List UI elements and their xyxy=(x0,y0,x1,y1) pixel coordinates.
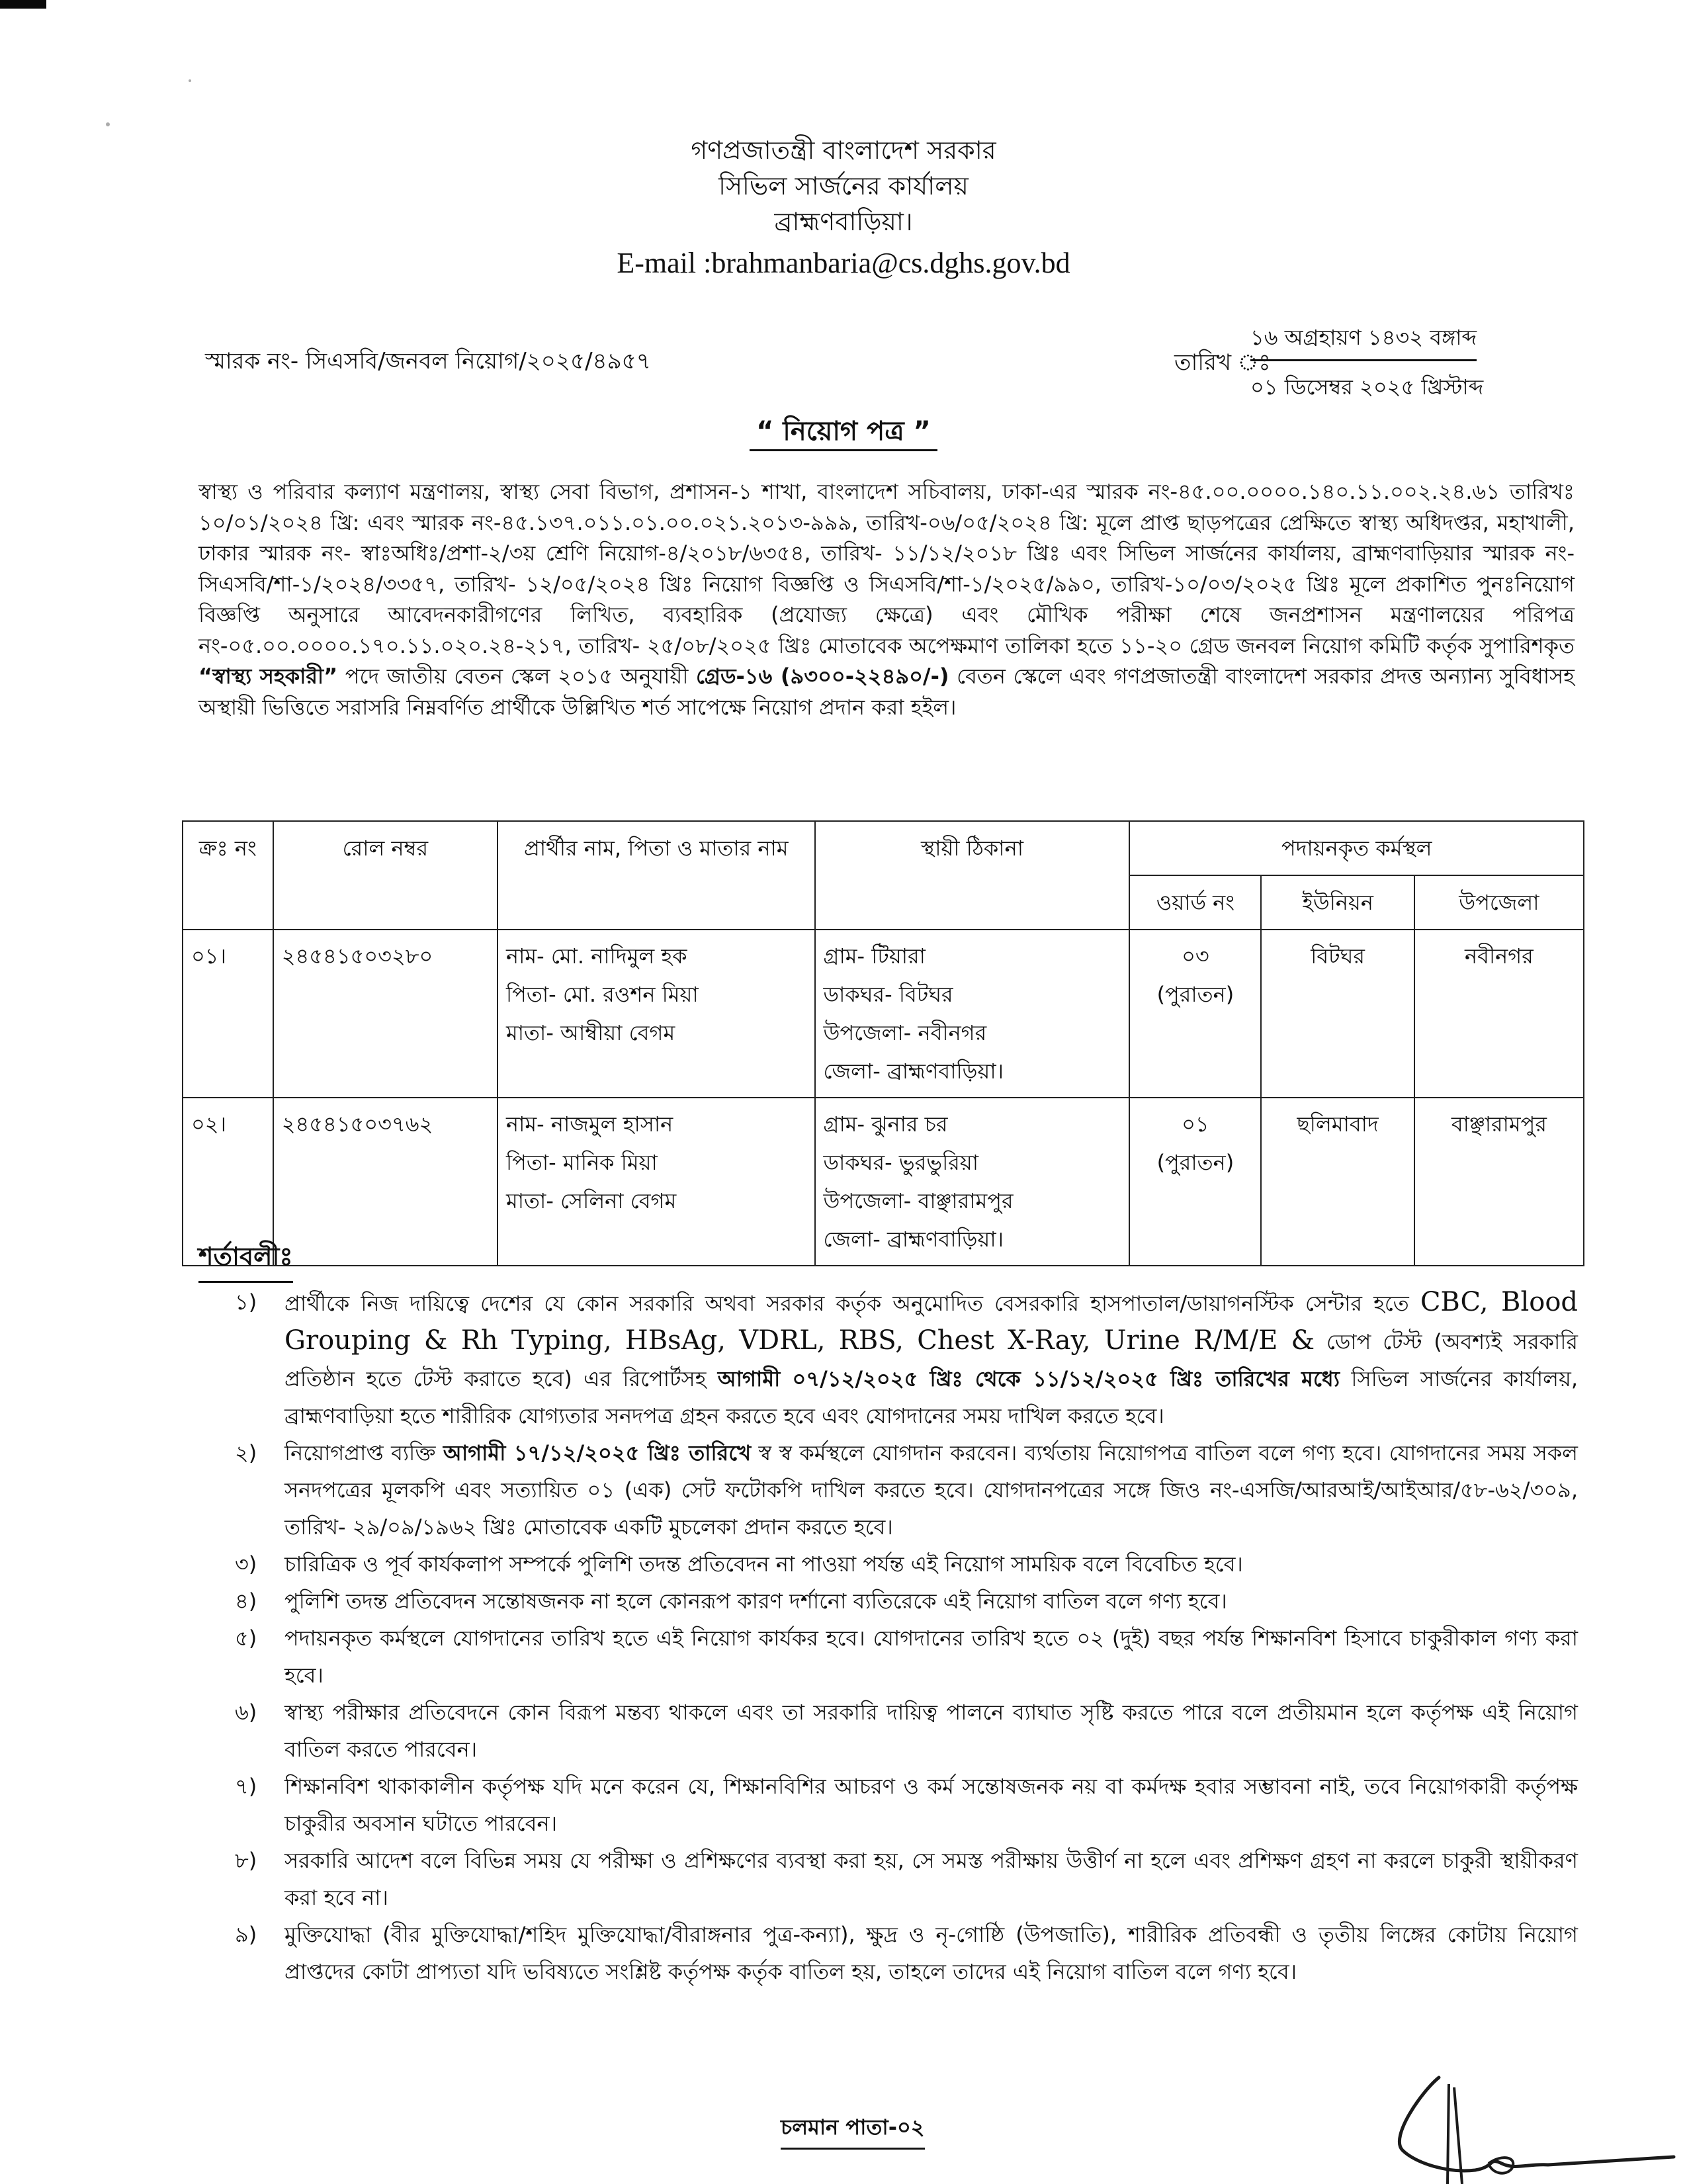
memo-number: স্মারক নং- সিএসবি/জনবল নিয়োগ/২০২৫/৪৯৫৭ xyxy=(205,348,651,374)
father-name: পিতা- মানিক মিয়া xyxy=(505,1150,658,1175)
cell-upazila: বাঞ্ছারামপুর xyxy=(1414,1098,1584,1266)
medical-deadline: আগামী ০৭/১২/২০২৫ খ্রিঃ থেকে ১১/১২/২০২৫ খ্রিঃ তারিখের মধ্যে xyxy=(717,1366,1340,1391)
scan-speck xyxy=(189,79,191,82)
address-upazila: উপজেলা- নবীনগর xyxy=(823,1020,987,1045)
condition-text: সরকারি আদেশ বলে বিভিন্ন সময় যে পরীক্ষা ও প্রশিক্ষণের ব্যবস্থা করা হয়, সে সমস্ত পরীক্ষায় উত্তীর্ণ না হলে এবং প্রশিক্ষণ গ্রহণ না করলে চাকুরী স্থায়ীকরণ করা হবে না। xyxy=(284,1848,1578,1910)
header-union: ইউনিয়ন xyxy=(1261,875,1414,930)
condition-item xyxy=(235,1434,1578,1546)
conditions-title: শর্তাবলীঃ xyxy=(198,1237,293,1283)
condition-text-part: স্ব স্ব কর্মস্থলে যোগদান করবেন। ব্যর্থতায় নিয়োগপত্র বাতিল বলে গণ্য হবে। যোগদানের সময় সকল সনদপত্রের মূলকপি এবং সত্যায়িত ০১ (এক) সেট ফটোকপি দাখিল করতে হবে। যোগদানপত্রের সঙ্গে জিও নং-এসজি/আরআই/আইআর/৫৮-৬২/৩০৯, তারিখ- ২৯/০৯/১৯৬২ খ্রিঃ মোতাবেক একটি মুচলেকা প্রদান করতে হবে। xyxy=(284,1440,1578,1540)
body-paragraph xyxy=(198,476,1575,722)
cell-address xyxy=(815,930,1130,1098)
date-gregorian: ০১ ডিসেম্বর ২০২৫ খ্রিস্টাব্দ xyxy=(1250,374,1484,400)
cell-union: ছলিমাবাদ xyxy=(1261,1098,1414,1266)
father-name: পিতা- মো. রওশন মিয়া xyxy=(505,982,699,1007)
office-location: ব্রাহ্মণবাড়িয়া। xyxy=(774,207,913,236)
address-post-office: ডাকঘর- বিটঘর xyxy=(823,982,953,1007)
address-district: জেলা- ব্রাহ্মণবাড়িয়া। xyxy=(823,1059,1004,1084)
header-serial: ক্রঃ নং xyxy=(183,821,273,930)
ward-number: ০৩ xyxy=(1182,943,1209,969)
table-row xyxy=(183,1098,1584,1266)
header-address: স্থায়ী ঠিকানা xyxy=(815,821,1130,930)
scan-corner-mark xyxy=(0,0,46,9)
ward-note: (পুরাতন) xyxy=(1156,1150,1234,1175)
cell-ward xyxy=(1129,930,1261,1098)
condition-text: শিক্ষানবিশ থাকাকালীন কর্তৃপক্ষ যদি মনে করেন যে, শিক্ষানবিশির আচরণ ও কর্ম সন্তোষজনক নয় বা কর্মদক্ষ হবার সম্ভাবনা নাই, তবে নিয়োগকারী কর্তৃপক্ষ চাকুরীর অবসান ঘটাতে পারবেন। xyxy=(284,1774,1578,1836)
joining-date: আগামী ১৭/১২/২০২৫ খ্রিঃ তারিখে xyxy=(443,1440,752,1465)
cell-ward xyxy=(1129,1098,1261,1266)
cell-serial: ০২। xyxy=(183,1098,273,1266)
cell-roll: ২৪৫৪১৫০৩৭৬২ xyxy=(273,1098,497,1266)
condition-number: ১) xyxy=(235,1289,257,1315)
address-post-office: ডাকঘর- ভুরভুরিয়া xyxy=(823,1150,979,1175)
cell-union: বিটঘর xyxy=(1261,930,1414,1098)
govt-name: গণপ্রজাতন্ত্রী বাংলাদেশ সরকার xyxy=(691,136,996,165)
cell-address xyxy=(815,1098,1130,1266)
letterhead xyxy=(0,132,1687,280)
document-title-text: “ নিয়োগ পত্র ” xyxy=(750,416,937,451)
cell-serial: ০১। xyxy=(183,930,273,1098)
date-bangla: ১৬ অগ্রহায়ণ ১৪৩২ বঙ্গাব্দ xyxy=(1250,321,1477,361)
ward-number: ০১ xyxy=(1182,1112,1209,1137)
document-title xyxy=(0,410,1687,455)
address-village: গ্রাম- ঝুনার চর xyxy=(823,1112,948,1137)
continued-page-note: চলমান পাতা-০২ xyxy=(781,2111,925,2150)
mother-name: মাতা- আম্বীয়া বেগম xyxy=(505,1020,675,1045)
header-name: প্রার্থীর নাম, পিতা ও মাতার নাম xyxy=(497,821,815,930)
post-name: “স্বাস্থ্য সহকারী” xyxy=(198,664,338,689)
condition-text: চারিত্রিক ও পূর্ব কার্যকলাপ সম্পর্কে পুলিশি তদন্ত প্রতিবেদন না পাওয়া পর্যন্ত এই নিয়োগ সাময়িক বলে বিবেচিত হবে। xyxy=(284,1551,1243,1577)
date-block xyxy=(1250,321,1483,406)
condition-item xyxy=(235,1583,1578,1620)
header-upazila: উপজেলা xyxy=(1414,875,1584,930)
condition-number: ৮) xyxy=(235,1848,257,1873)
ward-note: (পুরাতন) xyxy=(1156,982,1234,1007)
table-header-row xyxy=(183,821,1584,875)
header-posting: পদায়নকৃত কর্মস্থল xyxy=(1129,821,1584,875)
condition-number: ৯) xyxy=(235,1922,257,1947)
office-email: E-mail :brahmanbaria@cs.dghs.gov.bd xyxy=(617,247,1070,279)
condition-text: স্বাস্থ্য পরীক্ষার প্রতিবেদনে কোন বিরূপ মন্তব্য থাকলে এবং তা সরকারি দায়িত্ব পালনে ব্যাঘাত সৃষ্টি করতে পারে বলে প্রতীয়মান হলে কর্তৃপক্ষ এই নিয়োগ বাতিল করতে পারবেন। xyxy=(284,1700,1578,1762)
condition-text xyxy=(284,1284,1578,1434)
appointment-table xyxy=(182,820,1584,1266)
condition-text xyxy=(284,1434,1578,1546)
mother-name: মাতা- সেলিনা বেগম xyxy=(505,1188,677,1213)
signature-icon xyxy=(1376,2064,1680,2184)
address-district: জেলা- ব্রাহ্মণবাড়িয়া। xyxy=(823,1227,1004,1252)
condition-text-part: প্রার্থীকে নিজ দায়িত্বে দেশের যে কোন সরকারি অথবা সরকার কর্তৃক অনুমোদিত বেসরকারি হাসপাতাল/ডায়াগনস্টিক সেন্টার হতে xyxy=(284,1291,1420,1316)
condition-text: পুলিশি তদন্ত প্রতিবেদন সন্তোষজনক না হলে কোনরূপ কারণ দর্শানো ব্যতিরেকে এই নিয়োগ বাতিল বলে গণ্য হবে। xyxy=(284,1589,1227,1614)
condition-number: ২) xyxy=(235,1440,257,1465)
condition-item xyxy=(235,1620,1578,1694)
body-text: পদে জাতীয় বেতন স্কেল ২০১৫ অনুযায়ী xyxy=(337,664,696,689)
condition-text-part: নিয়োগপ্রাপ্ত ব্যক্তি xyxy=(284,1440,443,1465)
header-ward: ওয়ার্ড নং xyxy=(1129,875,1261,930)
address-village: গ্রাম- টিয়ারা xyxy=(823,943,926,969)
cell-name xyxy=(497,930,815,1098)
office-name: সিভিল সার্জনের কার্যালয় xyxy=(718,171,969,200)
condition-number: ৫) xyxy=(235,1626,257,1651)
cell-upazila: নবীনগর xyxy=(1414,930,1584,1098)
condition-number: ৬) xyxy=(235,1700,257,1725)
candidate-name: নাম- মো. নাদিমুল হক xyxy=(505,943,687,969)
condition-text-part: সিভিল সার্জনের কার্যালয়, ব্রাহ্মণবাড়িয়া হতে শারীরিক যোগ্যতার সনদপত্র গ্রহন করতে হবে এবং যোগদানের সময় দাখিল করতে হবে। xyxy=(284,1366,1578,1428)
condition-item xyxy=(235,1916,1578,1990)
medical-tests-list: CBC, Blood Grouping & Rh Typing, HBsAg, VDRL, RBS, Chest X-Ray, Urine R/M/E & xyxy=(284,1287,1579,1356)
condition-text: পদায়নকৃত কর্মস্থলে যোগদানের তারিখ হতে এই নিয়োগ কার্যকর হবে। যোগদানের তারিখ হতে ০২ (দুই) বছর পর্যন্ত শিক্ষানবিশ হিসাবে চাকুরীকাল গণ্য করা হবে। xyxy=(284,1626,1578,1688)
date-label: তারিখ ঃ xyxy=(1174,349,1271,376)
condition-number: ৩) xyxy=(235,1551,257,1577)
body-text: বেতন স্কেলে এবং গণপ্রজাতন্ত্রী বাংলাদেশ সরকার প্রদত্ত অন্যান্য সুবিধাসহ অস্থায়ী ভিত্তিতে সরাসরি নিম্নবর্ণিত প্রার্থীকে উল্লিখিত শর্ত সাপেক্ষে নিয়োগ প্রদান করা হইল। xyxy=(198,664,1575,720)
condition-item xyxy=(235,1284,1578,1434)
cell-roll: ২৪৫৪১৫০৩২৮০ xyxy=(273,930,497,1098)
condition-text: মুক্তিযোদ্ধা (বীর মুক্তিযোদ্ধা/শহিদ মুক্তিযোদ্ধা/বীরাঙ্গনার পুত্র-কন্যা), ক্ষুদ্র ও নৃ-গোষ্ঠি (উপজাতি), শারীরিক প্রতিবন্ধী ও তৃতীয় লিঙ্গের কোটায় নিয়োগ প্রাপ্তদের কোটা প্রাপ্যতা যদি ভবিষ্যতে সংশ্লিষ্ট কর্তৃপক্ষ কর্তৃক বাতিল হয়, তাহলে তাদের এই নিয়োগ বাতিল বলে গণ্য হবে। xyxy=(284,1922,1578,1984)
condition-number: ৪) xyxy=(235,1589,257,1614)
address-upazila: উপজেলা- বাঞ্ছারামপুর xyxy=(823,1188,1014,1213)
condition-item xyxy=(235,1546,1578,1583)
condition-number: ৭) xyxy=(235,1774,257,1799)
condition-item xyxy=(235,1842,1578,1916)
condition-item xyxy=(235,1694,1578,1768)
body-text: স্বাস্থ্য ও পরিবার কল্যাণ মন্ত্রণালয়, স্বাস্থ্য সেবা বিভাগ, প্রশাসন-১ শাখা, বাংলাদেশ সচিবালয়, ঢাকা-এর স্মারক নং-৪৫.০০.০০০০.১৪০.১১.০০২.২৪.৬১ তারিখঃ ১০/০১/২০২৪ খ্রি: এবং স্মারক নং-৪৫.১৩৭.০১১.০১.০০.০২১.২০১৩-৯৯৯, তারিখ-০৬/০৫/২০২৪ খ্রি: মূলে প্রাপ্ত ছাড়পত্রের প্রেক্ষিতে স্বাস্থ্য অধিদপ্তর, মহাখালী, ঢাকার স্মারক নং- স্বাঃঅধিঃ/প্রশা-২/৩য় শ্রেণি নিয়োগ-৪/২০১৮/৬৩৫৪, তারিখ- ১১/১২/২০১৮ খ্রিঃ এবং সিভিল সার্জনের কার্যালয়, ব্রাহ্মণবাড়িয়ার স্মারক নং- সিএসবি/শা-১/২০২৪/৩৩৫৭, তারিখ- ১২/০৫/২০২৪ খ্রিঃ নিয়োগ বিজ্ঞপ্তি ও সিএসবি/শা-১/২০২৫/৯৯০, তারিখ-১০/০৩/২০২৫ খ্রিঃ মূলে প্রকাশিত পুনঃনিয়োগ বিজ্ঞপ্তি অনুসারে আবেদনকারীগণের লিখিত, ব্যবহারিক (প্রযোজ্য ক্ষেত্রে) এবং মৌখিক পরীক্ষা শেষে জনপ্রশাসন মন্ত্রণালয়ের পরিপত্র নং-০৫.০০.০০০০.১৭০.১১.০২০.২৪-২১৭, তারিখ- ২৫/০৮/২০২৫ খ্রিঃ মোতাবেক অপেক্ষমাণ তালিকা হতে ১১-২০ গ্রেড জনবল নিয়োগ কমিটি কর্তৃক সুপারিশকৃত xyxy=(198,479,1575,658)
condition-item xyxy=(235,1768,1578,1842)
cell-name xyxy=(497,1098,815,1266)
header-roll: রোল নম্বর xyxy=(273,821,497,930)
scan-speck xyxy=(106,122,110,126)
candidate-name: নাম- নাজমুল হাসান xyxy=(505,1112,673,1137)
condition-text-part: ডোপ টেস্ট (অবশ্যই সরকারি প্রতিষ্ঠান হতে টেস্ট করাতে হবে) এর রিপোর্টসহ xyxy=(284,1329,1578,1391)
conditions-list xyxy=(235,1284,1578,1990)
table-row xyxy=(183,930,1584,1098)
pay-grade: গ্রেড-১৬ (৯৩০০-২২৪৯০/-) xyxy=(696,664,949,689)
